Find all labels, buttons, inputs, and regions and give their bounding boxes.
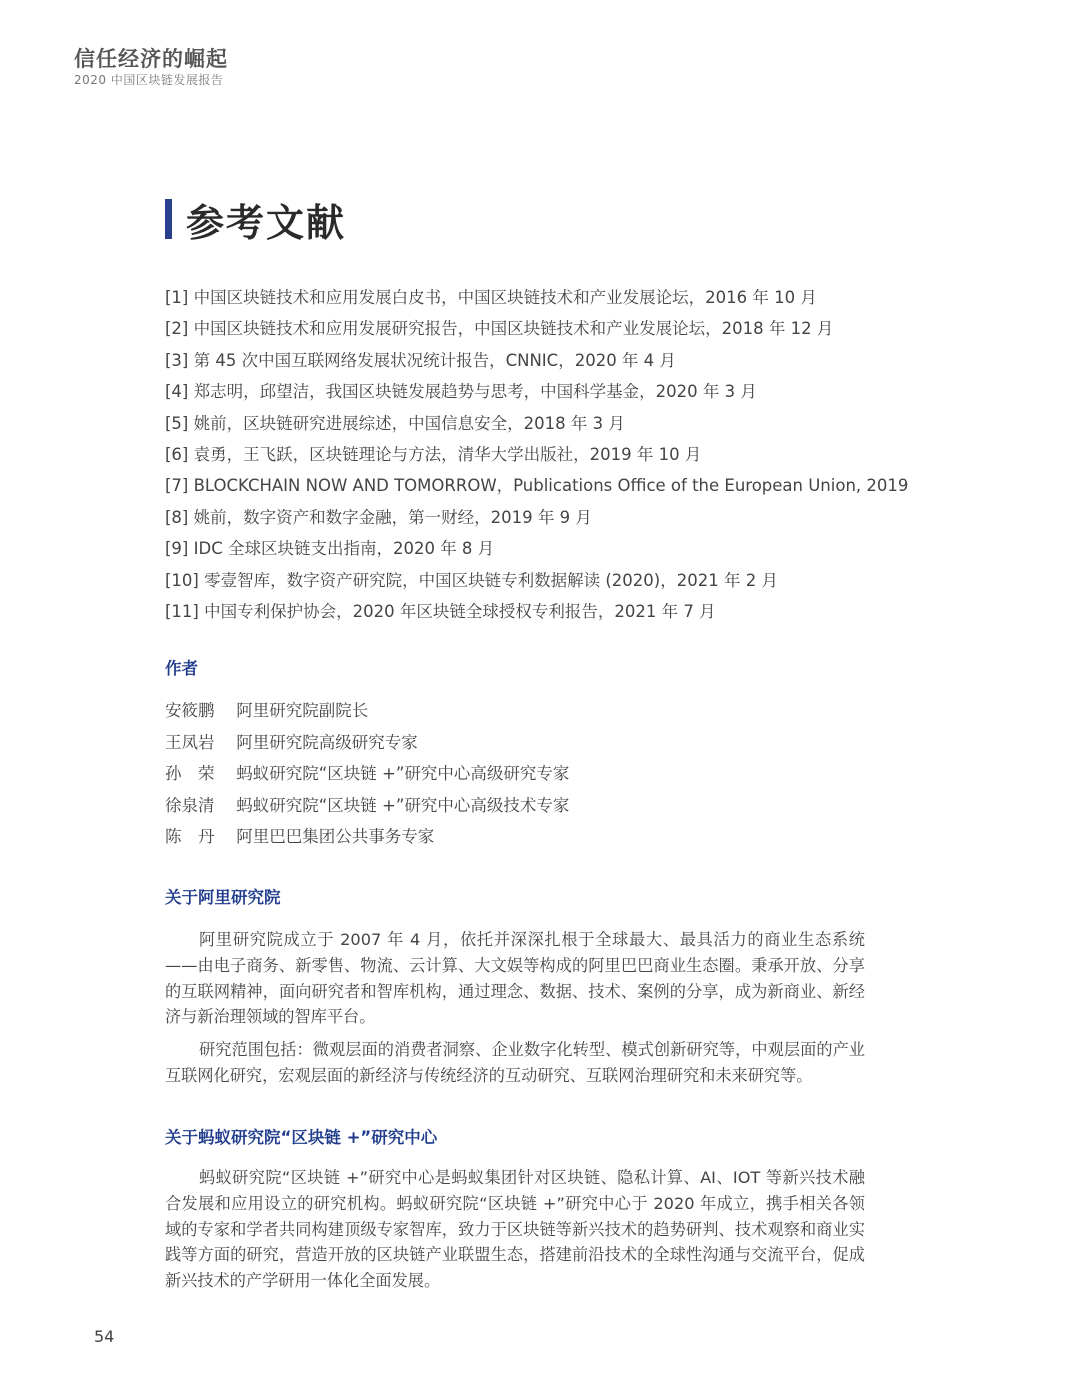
author-row: [165, 727, 569, 759]
page-number: 54: [94, 1327, 115, 1346]
author-name: 孙 荣: [165, 764, 215, 783]
about-ant-heading: 关于蚂蚁研究院“区块链 +”研究中心: [165, 1128, 438, 1147]
author-row: [165, 695, 569, 727]
about-ali-paragraph: 阿里研究院成立于 2007 年 4 月，依托并深深扎根于全球最大、最具活力的商业生态系统——由电子商务、新零售、物流、云计算、大文娱等构成的阿里巴巴商业生态圈。秉承开放、分享的互联网精神，面向研究者和智库机构，通过理念、数据、技术、案例的分享，成为新商业、新经济与新治理领域的智库平台。: [165, 930, 865, 1027]
reference-item: [1] 中国区块链技术和应用发展白皮书，中国区块链技术和产业发展论坛，2016 年 10 月: [165, 288, 817, 307]
author-row: [165, 821, 569, 853]
about-ali-heading: 关于阿里研究院: [165, 888, 281, 907]
reference-item: [10] 零壹智库，数字资产研究院，中国区块链专利数据解读 (2020)，2021 年 2 月: [165, 570, 778, 590]
reference-item: [3] 第 45 次中国互联网络发展状况统计报告，CNNIC，2020 年 4 月: [165, 350, 676, 370]
author-title: 阿里研究院副院长: [236, 701, 369, 720]
reference-item: [2] 中国区块链技术和应用发展研究报告，中国区块链技术和产业发展论坛，2018 年 12 月: [165, 319, 834, 339]
report-title: 信任经济的崛起: [74, 47, 228, 71]
running-header: [74, 46, 228, 88]
authors-heading: 作者: [165, 659, 198, 678]
section-heading: [165, 196, 347, 245]
author-title: 蚂蚁研究院“区块链 +”研究中心高级研究专家: [236, 764, 570, 783]
author-title: 阿里研究院高级研究专家: [236, 732, 418, 752]
about-ali-paragraph: 研究范围包括：微观层面的消费者洞察、企业数字化转型、模式创新研究等，中观层面的产业互联网化研究，宏观层面的新经济与传统经济的互动研究、互联网治理研究和未来研究等。: [165, 1040, 865, 1085]
heading-accent-bar: [165, 199, 172, 239]
reference-item: [11] 中国专利保护协会，2020 年区块链全球授权专利报告，2021 年 7 月: [165, 602, 716, 622]
reference-item: [4] 郑志明，邱望洁，我国区块链发展趋势与思考，中国科学基金，2020 年 3 月: [165, 382, 757, 402]
reference-list: [165, 282, 909, 627]
reference-item: [6] 袁勇，王飞跃，区块链理论与方法，清华大学出版社，2019 年 10 月: [165, 445, 702, 465]
reference-item: [5] 姚前，区块链研究进展综述，中国信息安全，2018 年 3 月: [165, 413, 625, 433]
reference-item: [9] IDC 全球区块链支出指南，2020 年 8 月: [165, 539, 495, 559]
author-title: 阿里巴巴集团公共事务专家: [236, 827, 435, 846]
author-title: 蚂蚁研究院“区块链 +”研究中心高级技术专家: [236, 795, 570, 815]
author-name: 徐泉清: [165, 795, 215, 815]
report-subtitle: 2020 中国区块链发展报告: [74, 73, 224, 87]
author-name: 王凤岩: [165, 732, 215, 752]
author-list: [165, 695, 569, 853]
reference-item: [7] BLOCKCHAIN NOW AND TOMORROW，Publications Office of the European Union, 2019: [165, 476, 909, 496]
author-row: [165, 758, 569, 790]
reference-item: [8] 姚前，数字资产和数字金融，第一财经，2019 年 9 月: [165, 507, 592, 527]
author-name: 陈 丹: [165, 827, 215, 846]
author-name: 安筱鹏: [165, 701, 215, 720]
about-ant-paragraph: 蚂蚁研究院“区块链 +”研究中心是蚂蚁集团针对区块链、隐私计算、AI、IOT 等新兴技术融合发展和应用设立的研究机构。蚂蚁研究院“区块链 +”研究中心于 2020 年成立，携手相关各领域的专家和学者共同构建顶级专家智库，致力于区块链等新兴技术的趋势研判、技术观察和商业实践等方面的研究，营造开放的区块链产业联盟生态，搭建前沿技术的全球性沟通与交流平台，促成新兴技术的产学研用一体化全面发展。: [165, 1168, 865, 1291]
section-title: 参考文献: [186, 200, 347, 245]
author-row: [165, 790, 569, 822]
